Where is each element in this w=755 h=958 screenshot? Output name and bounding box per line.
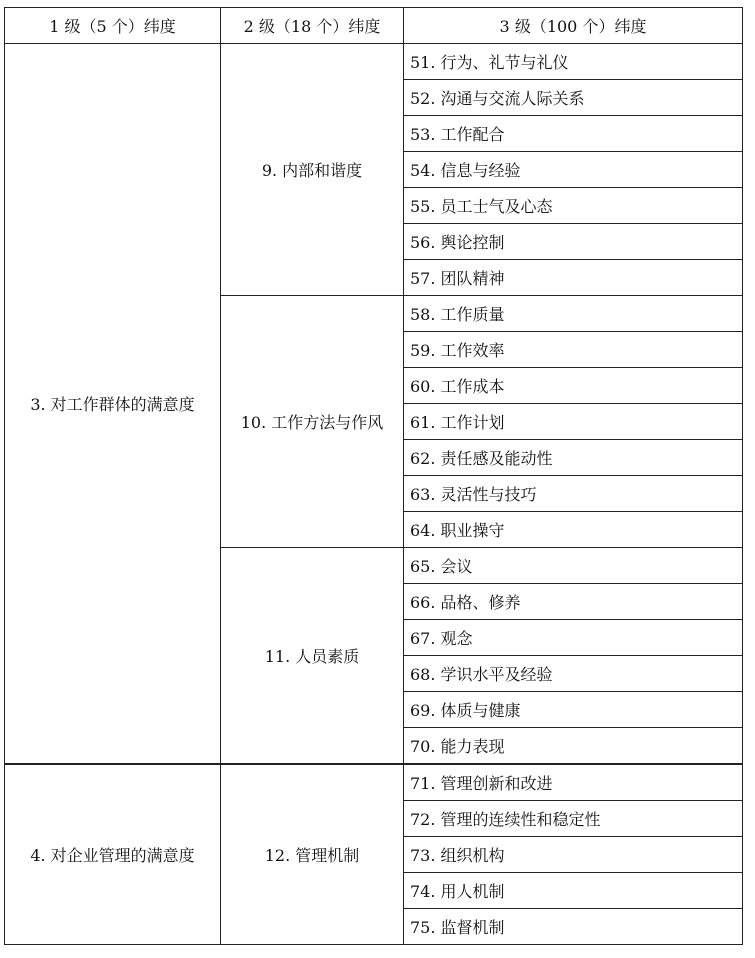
level3-cell: 52. 沟通与交流人际关系 [404, 80, 743, 116]
level3-cell: 71. 管理创新和改进 [404, 764, 743, 801]
level3-cell: 56. 舆论控制 [404, 224, 743, 260]
level3-cell: 66. 品格、修养 [404, 584, 743, 620]
level3-cell: 73. 组织机构 [404, 837, 743, 873]
level2-cell: 11. 人员素质 [221, 548, 404, 765]
level3-cell: 65. 会议 [404, 548, 743, 584]
level3-cell: 58. 工作质量 [404, 296, 743, 332]
header-row [5, 8, 743, 44]
level2-cell: 9. 内部和谐度 [221, 44, 404, 296]
table-row [5, 44, 743, 80]
level3-cell: 70. 能力表现 [404, 728, 743, 765]
header-level1: 1 级（5 个）纬度 [5, 8, 221, 44]
dimension-table [4, 7, 743, 945]
level3-cell: 55. 员工士气及心态 [404, 188, 743, 224]
level3-cell: 57. 团队精神 [404, 260, 743, 296]
level3-cell: 68. 学识水平及经验 [404, 656, 743, 692]
level1-cell: 4. 对企业管理的满意度 [5, 764, 221, 945]
level3-cell: 63. 灵活性与技巧 [404, 476, 743, 512]
level3-cell: 67. 观念 [404, 620, 743, 656]
level3-cell: 61. 工作计划 [404, 404, 743, 440]
level3-cell: 62. 责任感及能动性 [404, 440, 743, 476]
table-row [5, 764, 743, 801]
level3-cell: 75. 监督机制 [404, 909, 743, 945]
level2-cell: 10. 工作方法与作风 [221, 296, 404, 548]
level3-cell: 54. 信息与经验 [404, 152, 743, 188]
level3-cell: 59. 工作效率 [404, 332, 743, 368]
level3-cell: 64. 职业操守 [404, 512, 743, 548]
level1-cell: 3. 对工作群体的满意度 [5, 44, 221, 765]
level3-cell: 69. 体质与健康 [404, 692, 743, 728]
level3-cell: 53. 工作配合 [404, 116, 743, 152]
level3-cell: 60. 工作成本 [404, 368, 743, 404]
header-level3: 3 级（100 个）纬度 [404, 8, 743, 44]
header-level2: 2 级（18 个）纬度 [221, 8, 404, 44]
level3-cell: 72. 管理的连续性和稳定性 [404, 801, 743, 837]
table-body [5, 44, 743, 945]
level3-cell: 51. 行为、礼节与礼仪 [404, 44, 743, 80]
level2-cell: 12. 管理机制 [221, 764, 404, 945]
level3-cell: 74. 用人机制 [404, 873, 743, 909]
